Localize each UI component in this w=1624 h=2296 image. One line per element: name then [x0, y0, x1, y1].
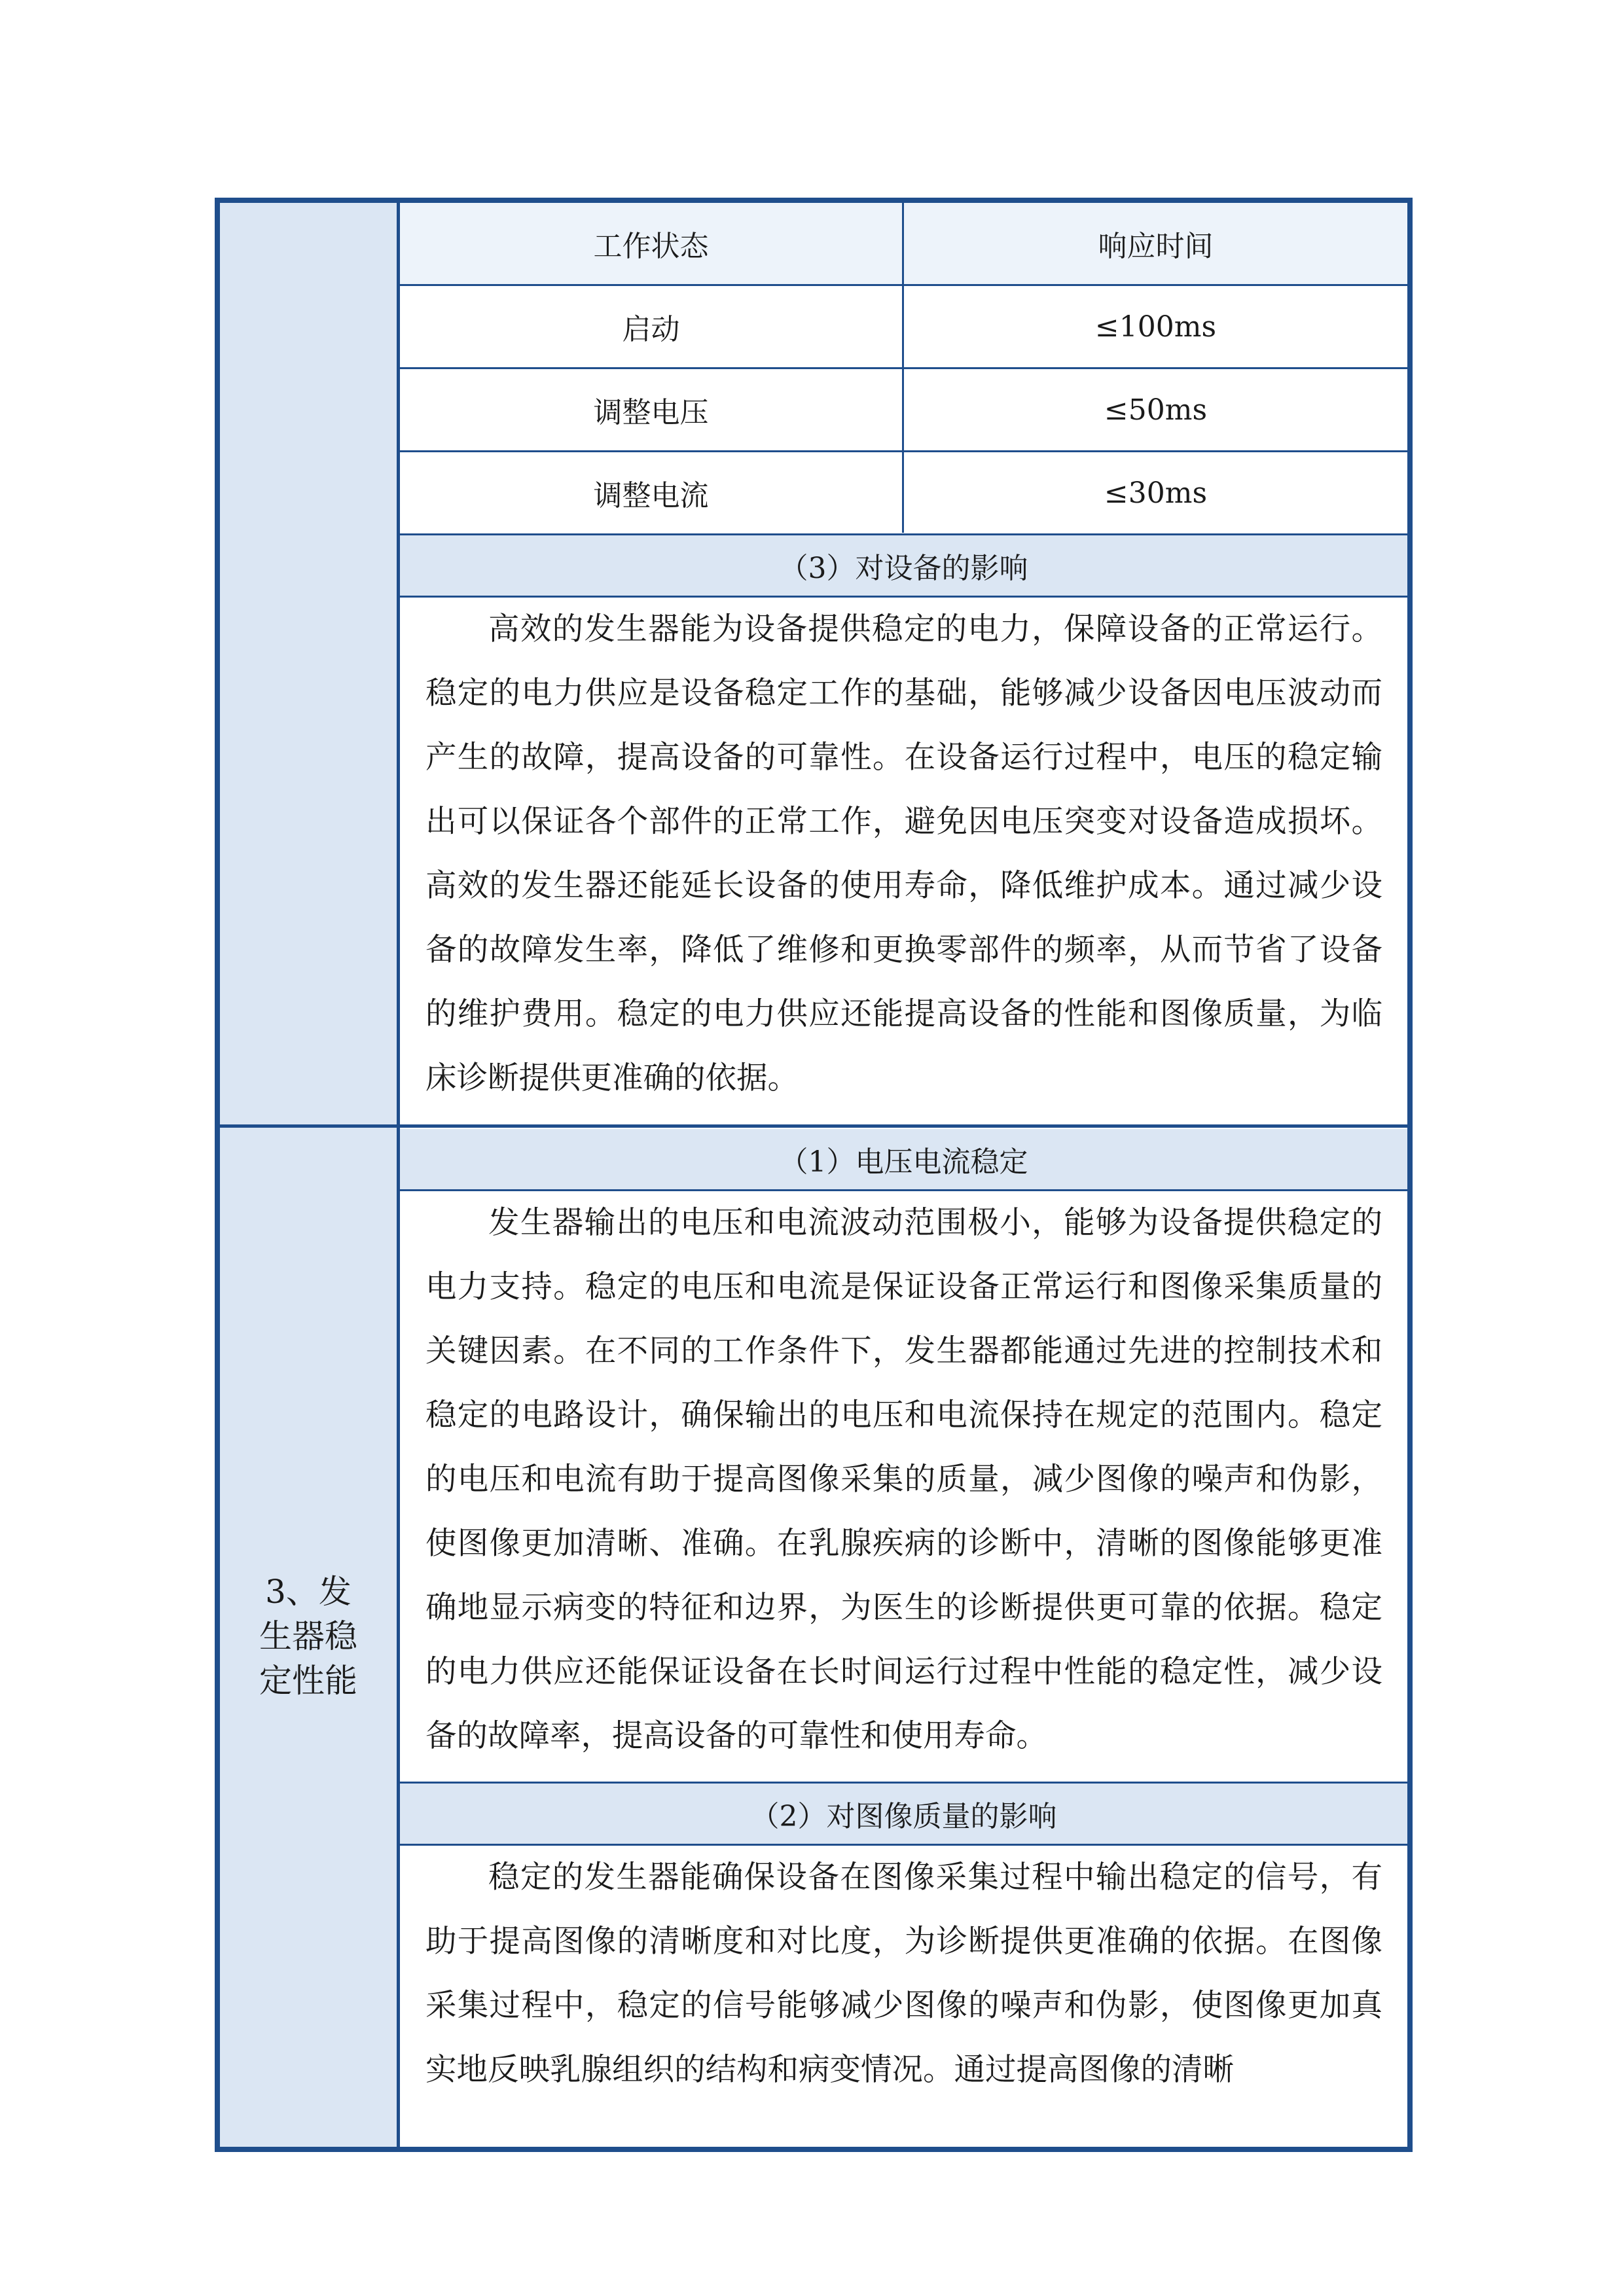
table-header-state: 工作状态 [593, 230, 709, 263]
section-title-voltage-current: （1）电压电流稳定 [400, 1129, 1407, 1189]
table-header-time: 响应时间 [1098, 230, 1214, 263]
table-cell-time: ≤30ms [1104, 476, 1208, 510]
section-paragraph-voltage-current: 发生器输出的电压和电流波动范围极小，能够为设备提供稳定的电力支持。稳定的电压和电流是保证设备正常运行和图像采集质量的关键因素。在不同的工作条件下，发生器都能通过先进的控制技术和稳定的电路设计，确保输出的电压和电流保持在规定的范围内。稳定的电压和电流有助于提高图像采集的质量，减少图像的噪声和伪影，使图像更加清晰、准确。在乳腺疾病的诊断中，清晰的图像能够更准确地显示病变的特征和边界，为医生的诊断提供更可靠的依据。稳定的电力供应还能保证设备在长时间运行过程中性能的稳定性，减少设备的故障率，提高设备的可靠性和使用寿命。 [425, 1205, 1382, 1754]
section-paragraph-equipment: 高效的发生器能为设备提供稳定的电力，保障设备的正常运行。稳定的电力供应是设备稳定工作的基础，能够减少设备因电压波动而产生的故障，提高设备的可靠性。在设备运行过程中，电压的稳定输出可以保证各个部件的正常工作，避免因电压突变对设备造成损坏。高效的发生器还能延长设备的使用寿命，降低维护成本。通过减少设备的故障发生率，降低了维修和更换零部件的频率，从而节省了设备的维护费用。稳定的电力供应还能提高设备的性能和图像质量，为临床诊断提供更准确的依据。 [425, 611, 1382, 1096]
category-label: 3、发生器稳定性能 [259, 1573, 357, 1700]
section-title-equipment: （3）对设备的影响 [400, 535, 1407, 596]
table-cell-state: 调整电流 [593, 479, 709, 512]
table-cell-state: 调整电压 [593, 396, 709, 429]
table-cell-state: 启动 [622, 313, 680, 346]
table-cell-time: ≤50ms [1104, 393, 1208, 427]
table-cell-time: ≤100ms [1094, 310, 1217, 344]
section-title-image-quality: （2）对图像质量的影响 [400, 1784, 1407, 1844]
section-paragraph-image-quality: 稳定的发生器能确保设备在图像采集过程中输出稳定的信号，有助于提高图像的清晰度和对比度，为诊断提供更准确的依据。在图像采集过程中，稳定的信号能够减少图像的噪声和伪影，使图像更加真实地反映乳腺组织的结构和病变情况。通过提高图像的清晰 [425, 1859, 1382, 2088]
table-frame [215, 198, 1413, 2152]
